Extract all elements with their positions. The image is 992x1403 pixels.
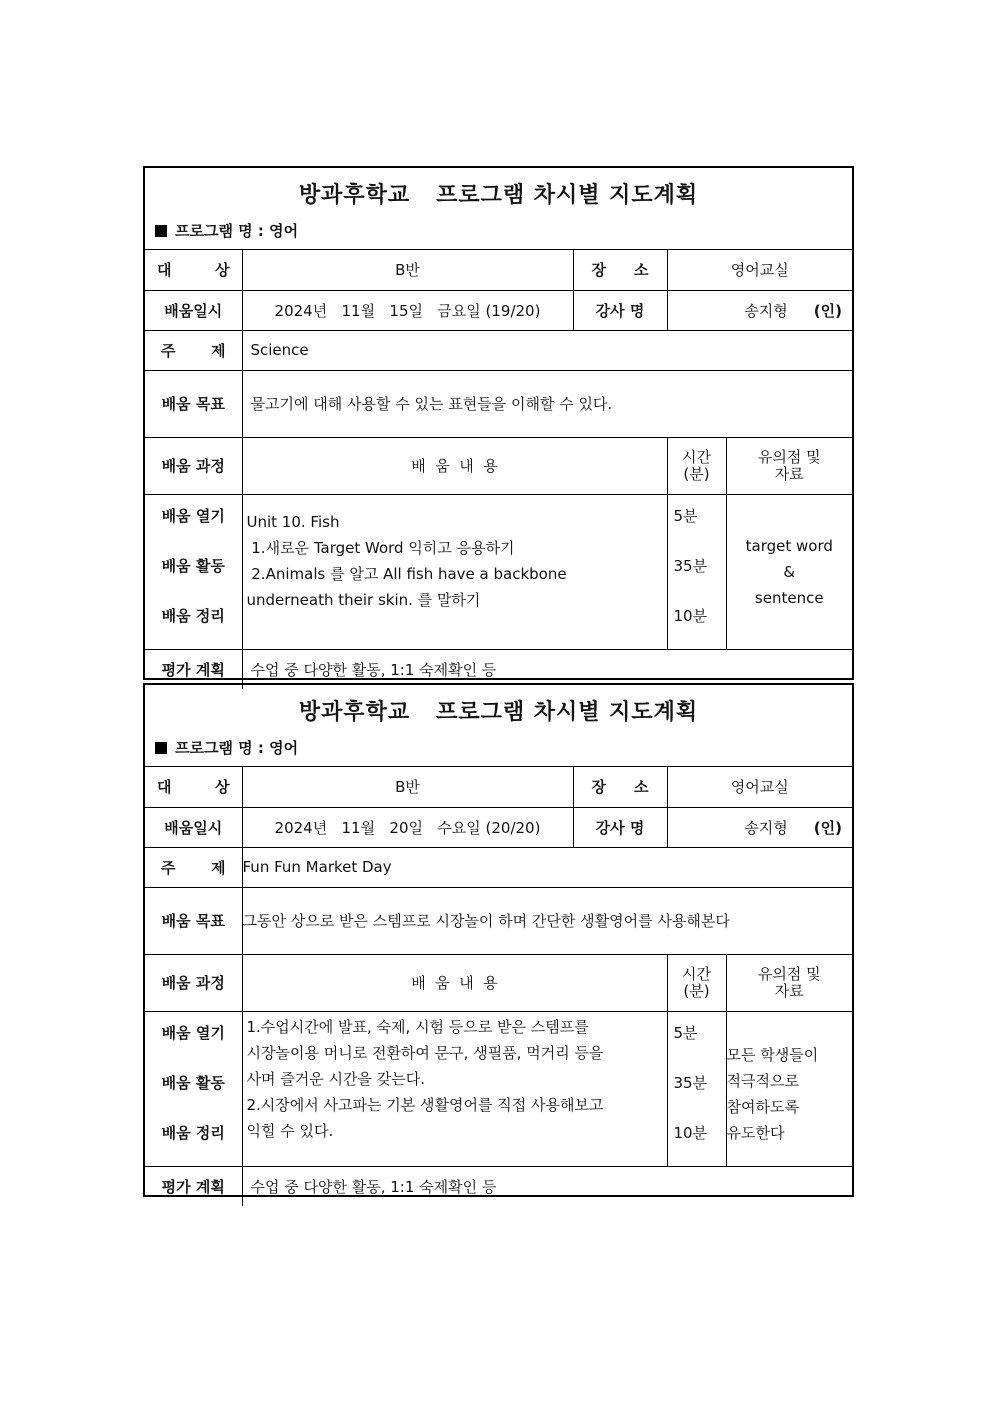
topic-value: Fun Fun Market Day [242,847,852,887]
program-name [155,737,298,758]
content-line: Unit 10. Fish [246,512,340,531]
plan-header [145,168,852,250]
content-label: 배 움 내 용 [242,437,667,494]
content-cell [242,1011,667,1166]
goal-value: 물고기에 대해 사용할 수 있는 표현들을 이해할 수 있다. [242,370,852,437]
goal-row [145,887,852,954]
time-activity: 35분 [673,556,708,575]
date-value: 2024년 11월 20일 수요일 (20/20) [242,807,573,847]
goal-row [145,370,852,437]
notes-cell [726,1011,852,1166]
place-value: 영어교실 [667,250,852,290]
content-line: 시장놀이용 머니로 전환하여 문구, 생필품, 먹거리 등을 [246,1043,604,1062]
plan-table [145,767,852,1206]
target-label: 대 상 [145,767,242,807]
time-close: 10분 [673,606,708,625]
lesson-plan-2 [143,683,854,1197]
times-cell [667,1011,726,1166]
stage-close: 배움 정리 [161,1123,225,1142]
date-value: 2024년 11월 15일 금요일 (19/20) [242,290,573,330]
teacher-name: 송지형 [744,301,788,320]
plan-title: 방과후학교 프로그램 차시별 지도계획 [298,700,699,725]
notes-label: 유의점 및 자료 [726,437,852,494]
process-label: 배움 과정 [145,437,242,494]
topic-row [145,847,852,887]
content-line: 사며 즐거운 시간을 갖는다. [246,1069,425,1088]
notes-label: 유의점 및 자료 [726,954,852,1011]
target-row [145,250,852,290]
date-label: 배움일시 [145,807,242,847]
stage-open: 배움 열기 [161,1023,225,1042]
notes-line: 참여하도록 [726,1097,799,1116]
time-label: 시간 (분) [667,954,726,1011]
stage-open: 배움 열기 [161,506,225,525]
times-cell [667,494,726,649]
time-open: 5분 [673,1023,698,1042]
place-label: 장 소 [573,767,667,807]
date-label: 배움일시 [145,290,242,330]
plan-table [145,250,852,689]
lesson-plan-1 [143,166,854,680]
eval-label: 평가 계획 [145,1166,242,1206]
content-line: underneath their skin. 를 말하기 [246,590,481,609]
notes-cell [726,494,852,649]
topic-label: 주 제 [145,330,242,370]
topic-value: Science [242,330,852,370]
process-header-row [145,954,852,1011]
eval-value: 수업 중 다양한 활동, 1:1 숙제확인 등 [242,1166,852,1206]
teacher-value [667,290,852,330]
notes-line: 유도한다 [726,1123,785,1142]
target-row [145,767,852,807]
goal-value: 그동안 상으로 받은 스템프로 시장놀이 하며 간단한 생활영어를 사용해본다 [242,887,852,954]
time-close: 10분 [673,1123,708,1142]
program-name-label: 프로그램 명 : 영어 [175,739,299,757]
square-bullet-icon [155,742,167,754]
content-label: 배 움 내 용 [242,954,667,1011]
time-label: 시간 (분) [667,437,726,494]
process-header-row [145,437,852,494]
notes-line: & [783,562,796,581]
eval-label: 평가 계획 [145,649,242,689]
teacher-label: 강사 명 [573,807,667,847]
target-label: 대 상 [145,250,242,290]
process-body-row [145,1011,852,1166]
stage-activity: 배움 활동 [161,1073,225,1092]
topic-label: 주 제 [145,847,242,887]
seal-mark: (인) [813,818,842,837]
place-label: 장 소 [573,250,667,290]
goal-label: 배움 목표 [145,887,242,954]
stages-cell [145,494,242,649]
target-value: B반 [242,767,573,807]
eval-value: 수업 중 다양한 활동, 1:1 숙제확인 등 [242,649,852,689]
process-label: 배움 과정 [145,954,242,1011]
eval-row [145,1166,852,1206]
content-line: 2.Animals 를 알고 All fish have a backbone [246,564,567,583]
date-row [145,807,852,847]
stages-cell [145,1011,242,1166]
notes-line: 모든 학생들이 [726,1045,819,1064]
teacher-name: 송지형 [744,818,788,837]
date-row [145,290,852,330]
program-name [155,220,298,241]
program-name-label: 프로그램 명 : 영어 [175,222,299,240]
notes-line: sentence [754,588,824,607]
stage-close: 배움 정리 [161,606,225,625]
square-bullet-icon [155,225,167,237]
process-body-row [145,494,852,649]
goal-label: 배움 목표 [145,370,242,437]
teacher-label: 강사 명 [573,290,667,330]
teacher-value [667,807,852,847]
time-activity: 35분 [673,1073,708,1092]
content-cell [242,494,667,649]
notes-line: target word [745,536,833,555]
content-line: 익힐 수 있다. [246,1121,334,1140]
plan-title: 방과후학교 프로그램 차시별 지도계획 [298,183,699,208]
place-value: 영어교실 [667,767,852,807]
content-line: 2.시장에서 사고파는 기본 생활영어를 직접 사용해보고 [246,1095,604,1114]
topic-row [145,330,852,370]
time-open: 5분 [673,506,698,525]
seal-mark: (인) [813,301,842,320]
content-line: 1.새로운 Target Word 익히고 응용하기 [246,538,515,557]
content-line: 1.수업시간에 발표, 숙제, 시험 등으로 받은 스템프를 [246,1017,589,1036]
stage-activity: 배움 활동 [161,556,225,575]
notes-line: 적극적으로 [726,1071,799,1090]
target-value: B반 [242,250,573,290]
plan-header [145,685,852,767]
